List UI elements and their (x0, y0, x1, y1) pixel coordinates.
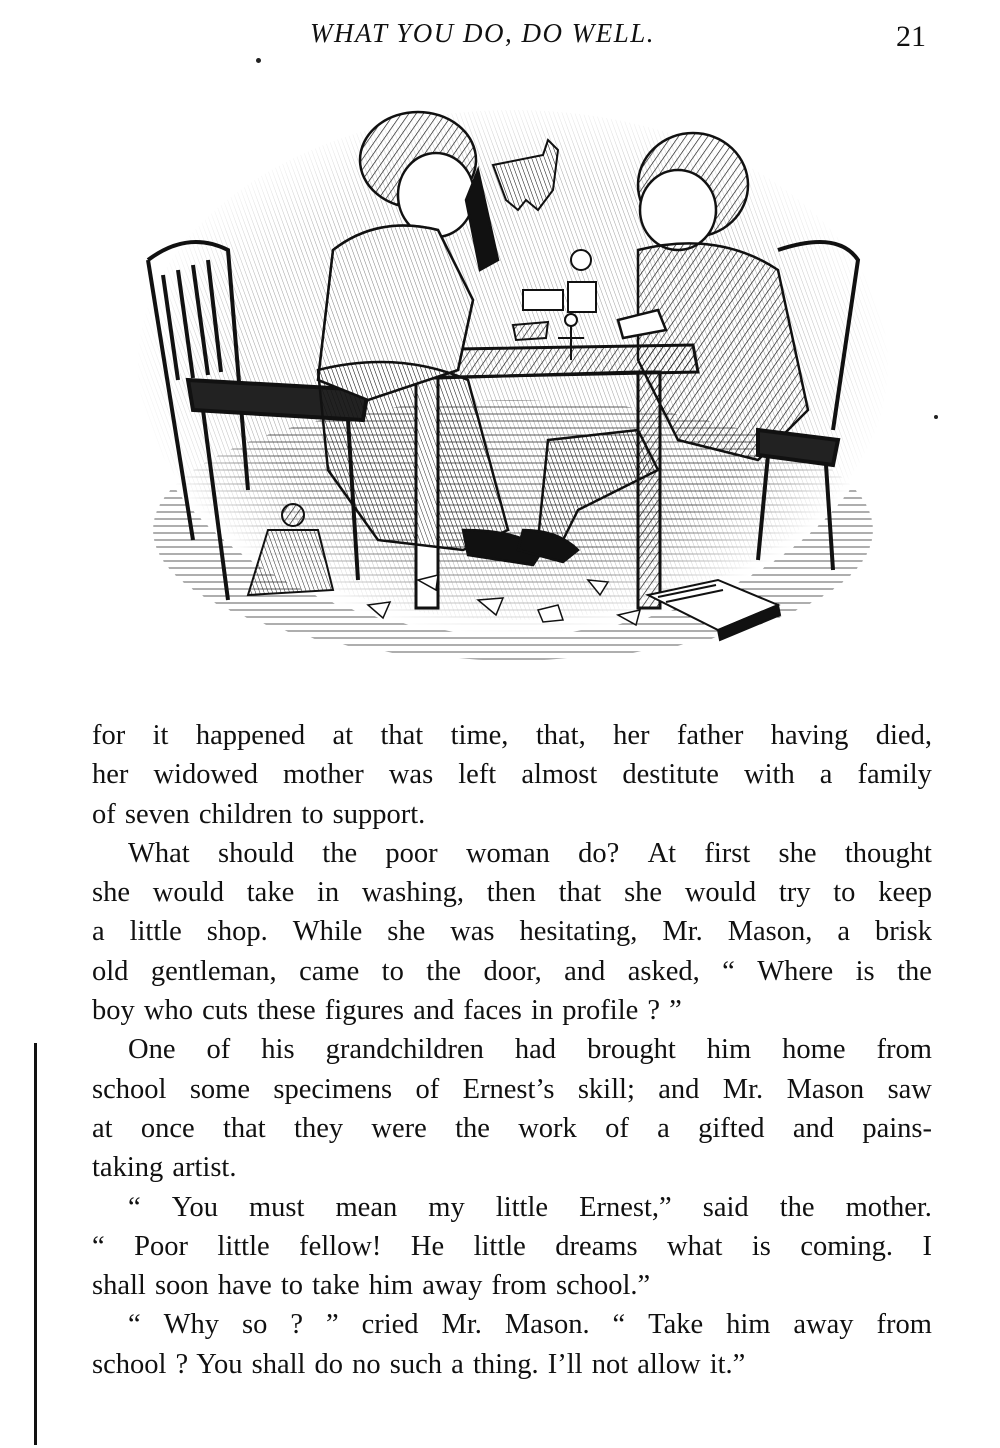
woodcut-illustration (118, 110, 898, 670)
text-line: One of his grandchildren had brought him home from (128, 1034, 932, 1066)
text-line: What should the poor woman do? At first she thought (128, 837, 932, 869)
text-line: school ? You shall do no such a thing. I’ll not allow it.” (92, 1348, 746, 1380)
text-line: school some specimens of Ernest’s skill; and Mr. Mason saw (92, 1073, 932, 1105)
text-line: a little shop. While she was hesitating, Mr. Mason, a brisk (92, 916, 932, 948)
text-line: her widowed mother was left almost destitute with a family (92, 759, 932, 791)
text-line: she would take in washing, then that she would try to keep (92, 877, 932, 909)
text-line: “ You must mean my little Ernest,” said the mother. (128, 1191, 932, 1223)
text-line: old gentleman, came to the door, and asked, “ Where is the (92, 955, 932, 987)
text-line: “ Poor little fellow! He little dreams what is coming. I (92, 1230, 932, 1262)
ink-speck (256, 58, 261, 63)
ink-speck (934, 415, 938, 419)
text-line: boy who cuts these figures and faces in profile ? ” (92, 995, 682, 1027)
text-line: “ Why so ? ” cried Mr. Mason. “ Take him away from (128, 1309, 932, 1341)
page-number: 21 (896, 20, 926, 53)
margin-rule (34, 1043, 37, 1445)
running-head: WHAT YOU DO, DO WELL. (310, 18, 656, 48)
text-line: shall soon have to take him away from school.” (92, 1270, 651, 1302)
text-line: of seven children to support. (92, 798, 426, 830)
text-line: at once that they were the work of a gifted and pains- (92, 1112, 932, 1144)
text-line: taking artist. (92, 1152, 237, 1184)
text-line: for it happened at that time, that, her father having died, (92, 720, 932, 751)
body-text (92, 716, 932, 1384)
